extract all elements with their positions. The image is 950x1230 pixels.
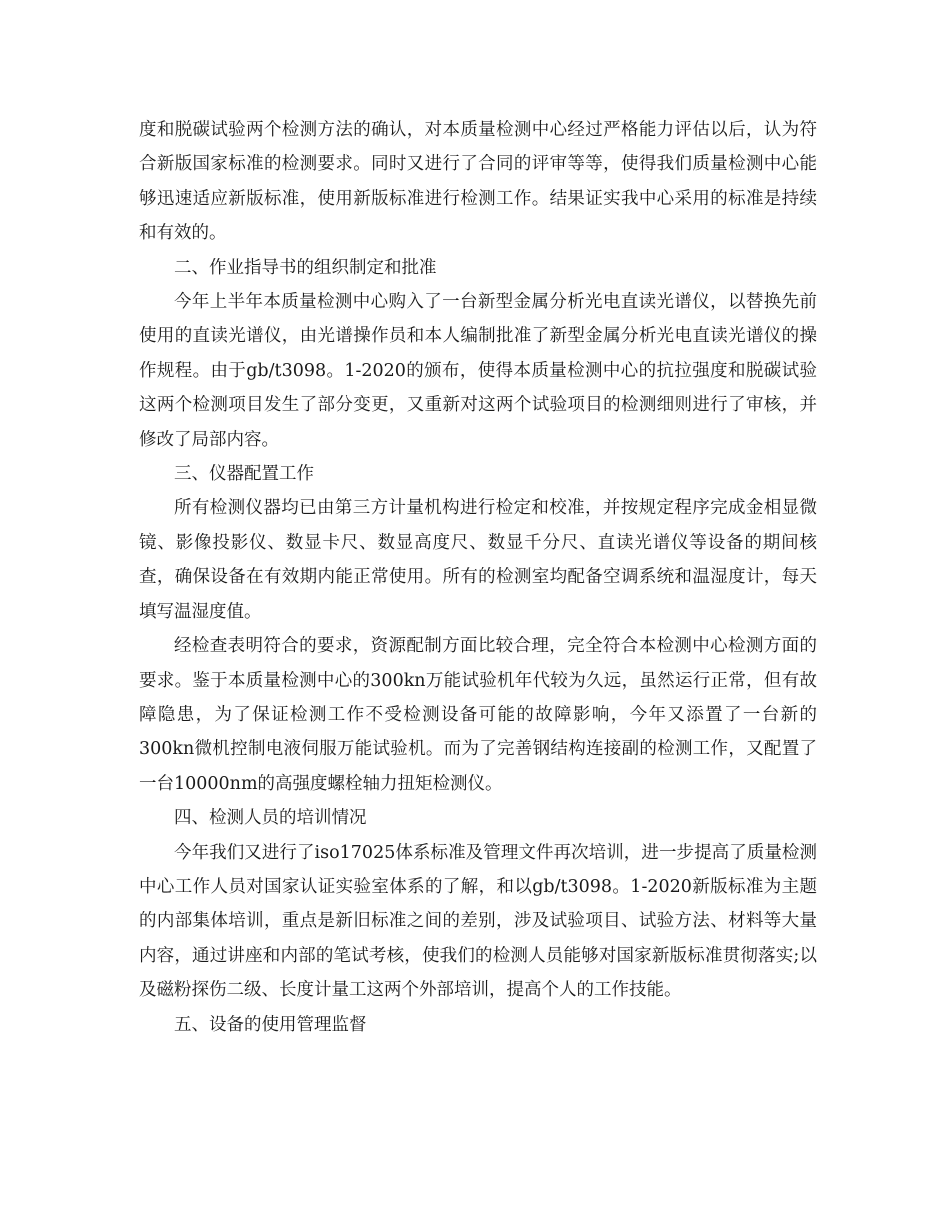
paragraph-staff-training: 今年我们又进行了iso17025体系标准及管理文件再次培训，进一步提高了质量检测中心工作人员对国家认证实验室体系的了解，和以gb/t3098。1-2020新版标准为主题的内部集体培训，重点是新旧标准之间的差别，涉及试验项目、试验方法、材料等大量内容，通过讲座和内部的笔试考核，使我们的检测人员能够对国家新版标准贯彻落实;以及磁粉探伤二级、长度计量工这两个外部培训，提高个人的工作技能。 xyxy=(139,842,817,1001)
section-heading-2: 二、作业指导书的组织制定和批准 xyxy=(174,257,437,278)
document-body xyxy=(139,113,817,1042)
paragraph-continuation: 度和脱碳试验两个检测方法的确认，对本质量检测中心经过严格能力评估以后，认为符合新版国家标准的检测要求。同时又进行了合同的评审等等，使得我们质量检测中心能够迅速适应新版标准，使用新版标准进行检测工作。结果证实我中心采用的标准是持续和有效的。 xyxy=(139,120,817,244)
paragraph-work-instructions: 今年上半年本质量检测中心购入了一台新型金属分析光电直读光谱仪，以替换先前使用的直读光谱仪，由光谱操作员和本人编制批准了新型金属分析光电直读光谱仪的操作规程。由于gb/t3098。1-2020的颁布，使得本质量检测中心的抗拉强度和脱碳试验这两个检测项目发生了部分变更，又重新对这两个试验项目的检测细则进行了审核，并修改了局部内容。 xyxy=(139,292,817,450)
paragraph-resource-configuration: 经检查表明符合的要求，资源配制方面比较合理，完全符合本检测中心检测方面的要求。鉴于本质量检测中心的300kn万能试验机年代较为久远，虽然运行正常，但有故障隐患，为了保证检测工作不受检测设备可能的故障影响，今年又添置了一台新的300kn微机控制电液伺服万能试验机。而为了完善钢结构连接副的检测工作，又配置了一台10000nm的高强度螺栓轴力扭矩检测仪。 xyxy=(139,636,817,794)
paragraph-instrument-calibration: 所有检测仪器均已由第三方计量机构进行检定和校准，并按规定程序完成金相显微镜、影像投影仪、数显卡尺、数显高度尺、数显千分尺、直读光谱仪等设备的期间核查，确保设备在有效期内能正常使用。所有的检测室均配备空调系统和温湿度计，每天填写温湿度值。 xyxy=(139,498,817,622)
section-heading-5: 五、设备的使用管理监督 xyxy=(174,1014,367,1035)
section-heading-3: 三、仪器配置工作 xyxy=(174,464,314,485)
section-heading-4: 四、检测人员的培训情况 xyxy=(174,808,367,829)
